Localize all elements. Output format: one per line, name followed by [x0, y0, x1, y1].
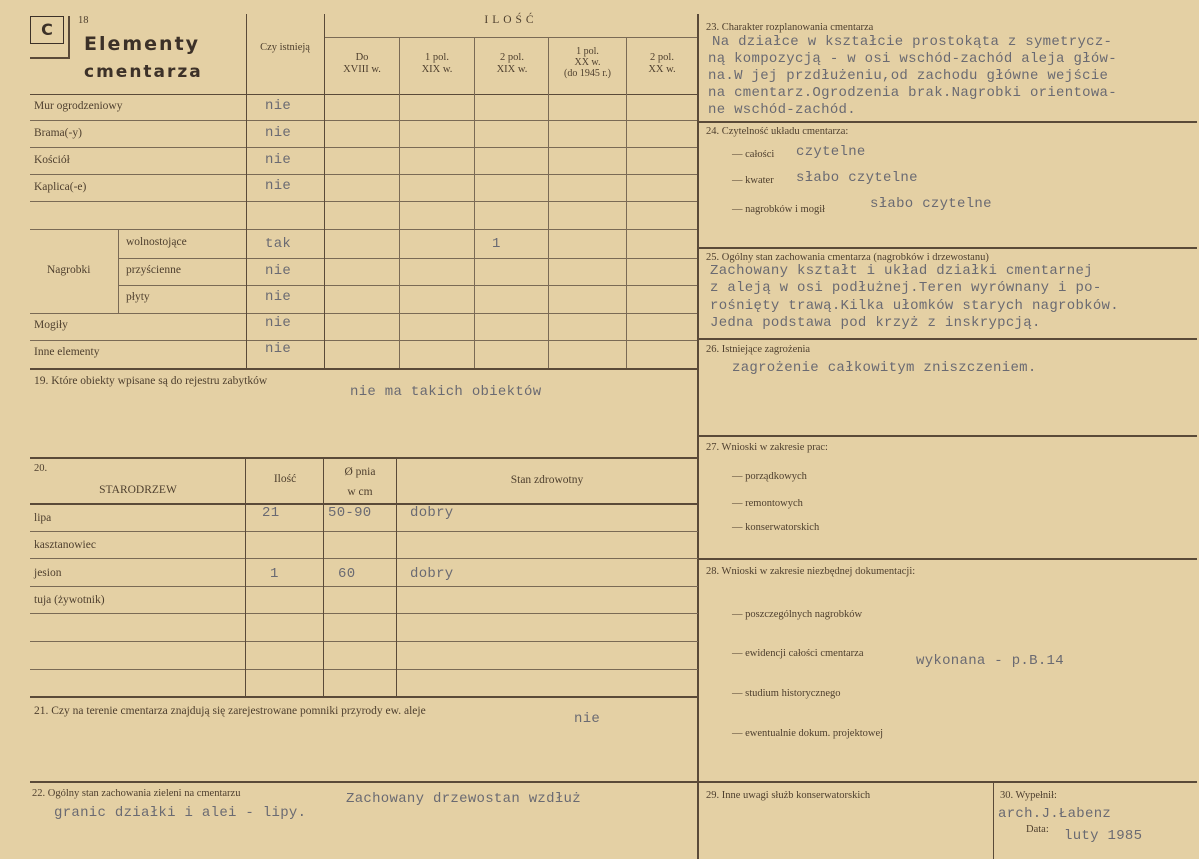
period-header-3: 1 pol. XX w. (do 1945 r.)	[564, 46, 611, 79]
rule	[399, 37, 400, 368]
q21-label: 21. Czy na terenie cmentarza znajdują się zarejestrowane pomniki przyrody ew. aleje	[34, 705, 426, 717]
q20-row-qty-2: 1	[270, 566, 279, 582]
rule	[30, 229, 698, 230]
q27-item-2: — konserwatorskich	[732, 522, 819, 533]
exists-wolnostojace: tak	[265, 236, 292, 252]
q19-answer: nie ma takich obiektów	[350, 384, 542, 400]
rule	[30, 94, 698, 95]
qty-header: ILOŚĆ	[484, 14, 538, 26]
section-number: 18	[78, 15, 89, 26]
row-label-nagrobki: Nagrobki	[47, 264, 91, 276]
row-label-kaplica: Kaplica(-e)	[34, 181, 87, 193]
exists-inne: nie	[265, 341, 292, 357]
rule	[325, 37, 697, 38]
rule	[30, 313, 698, 314]
q23-line-3: na cmentarz.Ogrodzenia brak.Nagrobki orientowa-	[708, 85, 1117, 101]
q20-row-qty-0: 21	[262, 505, 280, 521]
q20-title: STARODRZEW	[99, 484, 177, 496]
rule	[474, 37, 475, 368]
q20-row-health-2: dobry	[410, 566, 454, 582]
q24-item-value-0: czytelne	[796, 144, 866, 160]
q20-row-diam-2: 60	[338, 566, 356, 582]
q22-answer-line1: Zachowany drzewostan wzdłuż	[346, 791, 581, 807]
q24-item-label-2: — nagrobków i mogił	[732, 204, 825, 215]
q23-label: 23. Charakter rozplanowania cmentarza	[706, 22, 874, 33]
q21-answer: nie	[574, 711, 601, 727]
q24-item-value-2: słabo czytelne	[870, 196, 992, 212]
rule	[698, 558, 1197, 560]
q20-col-qty: Ilość	[273, 473, 297, 485]
rule	[993, 782, 994, 859]
rule	[324, 14, 325, 368]
q23-line-0: Na działce w kształcie prostokąta z symetrycz-	[712, 34, 1113, 50]
q27-item-1: — remontowych	[732, 498, 803, 509]
exists-przyscienne: nie	[265, 263, 292, 279]
rule	[30, 531, 698, 532]
q23-line-4: ne wschód-zachód.	[708, 102, 856, 118]
rule	[30, 147, 698, 148]
rule	[118, 258, 698, 259]
q30-label: 30. Wypełnił:	[1000, 790, 1057, 801]
rule	[245, 457, 246, 697]
q26-label: 26. Istniejące zagrożenia	[706, 344, 811, 355]
q24-label: 24. Czytelność układu cmentarza:	[706, 126, 849, 137]
rule	[30, 641, 698, 642]
row-label-mogily: Mogiły	[34, 319, 68, 331]
q23-line-2: na.W jej przdłużeniu,od zachodu główne wejście	[708, 68, 1109, 84]
q22-label: 22. Ogólny stan zachowania zieleni na cmentarzu	[32, 788, 241, 799]
rule	[30, 586, 698, 587]
exists-kaplica: nie	[265, 178, 292, 194]
row-label-wolnostojace: wolnostojące	[126, 236, 187, 248]
period-header-2: 2 pol. XIX w.	[496, 52, 528, 75]
section-title-line2: cmentarza	[84, 62, 203, 82]
q20-row-diam-0: 50-90	[328, 505, 372, 521]
rule	[30, 781, 698, 783]
rule	[118, 285, 698, 286]
period-header-4: 2 pol. XX w.	[648, 52, 676, 75]
q26-answer: zagrożenie całkowitym zniszczeniem.	[732, 360, 1037, 376]
q20-row-name-2: jesion	[34, 567, 62, 579]
rule	[118, 229, 119, 313]
q27-item-0: — porządkowych	[732, 471, 807, 482]
q20-row-name-3: tuja (żywotnik)	[34, 594, 105, 606]
row-label-brama: Brama(-y)	[34, 127, 82, 139]
q30-filled-by: arch.J.Łabenz	[998, 806, 1112, 822]
q20-row-name-1: kasztanowiec	[34, 539, 96, 551]
title-underline	[30, 57, 70, 59]
q25-label: 25. Ogólny stan zachowania cmentarza (nagrobków i drzewostanu)	[706, 252, 989, 263]
q24-item-value-1: słabo czytelne	[796, 170, 918, 186]
exists-brama: nie	[265, 125, 292, 141]
q30-date-label: Data:	[1026, 824, 1049, 835]
q28-item-label-2: — studium historycznego	[732, 688, 841, 699]
row-label-plyty: płyty	[126, 291, 150, 303]
rule	[30, 174, 698, 175]
col-exists-header: Czy istnieją	[260, 42, 310, 53]
rule	[30, 558, 698, 559]
q24-item-label-0: — całości	[732, 149, 774, 160]
rule	[30, 201, 698, 202]
q24-item-label-1: — kwater	[732, 175, 774, 186]
rule	[698, 435, 1197, 437]
row-label-kosciol: Kościół	[34, 154, 70, 166]
rule	[30, 340, 698, 341]
exists-kosciol: nie	[265, 152, 292, 168]
rule	[30, 613, 698, 614]
q27-label: 27. Wnioski w zakresie prac:	[706, 442, 828, 453]
rule	[698, 247, 1197, 249]
q22-answer-line2: granic działki i alei - lipy.	[54, 805, 307, 821]
q20-col-diam: Ø pnia w cm	[344, 466, 376, 498]
section-title-line1: Elementy	[84, 33, 201, 55]
rule	[30, 669, 698, 670]
rule	[548, 37, 549, 368]
q23-line-1: ną kompozycją - w osi wschód-zachód aleja głów-	[708, 51, 1117, 67]
q20-row-health-0: dobry	[410, 505, 454, 521]
q28-item-label-0: — poszczególnych nagrobków	[732, 609, 862, 620]
row-label-mur: Mur ogrodzeniowy	[34, 100, 123, 112]
q25-line-1: z aleją w osi podłużnej.Teren wyrównany i po-	[710, 280, 1102, 296]
q20-col-health: Stan zdrowotny	[510, 474, 584, 486]
q25-line-3: Jedna podstawa pod krzyż z inskrypcją.	[710, 315, 1041, 331]
q20-number: 20.	[34, 463, 48, 474]
rule	[246, 14, 247, 368]
rule	[30, 696, 698, 698]
q19-label: 19. Które obiekty wpisane są do rejestru zabytków	[34, 375, 268, 387]
card-letter-box: C	[30, 16, 64, 44]
q28-item-value-1: wykonana - p.B.14	[916, 653, 1064, 669]
row-label-przyscienne: przyścienne	[126, 264, 181, 276]
q29-label: 29. Inne uwagi służb konserwatorskich	[706, 790, 871, 801]
rule	[30, 368, 698, 370]
rule	[698, 121, 1197, 123]
rule	[626, 37, 627, 368]
period-header-1: 1 pol. XIX w.	[421, 52, 453, 75]
exists-mogily: nie	[265, 315, 292, 331]
period-header-0: Do XVIII w.	[343, 52, 381, 75]
rule	[30, 120, 698, 121]
q28-label: 28. Wnioski w zakresie niezbędnej dokumentacji:	[706, 566, 916, 577]
rule	[396, 457, 397, 697]
rule	[30, 457, 698, 459]
rule	[698, 338, 1197, 340]
exists-mur: nie	[265, 98, 292, 114]
title-divider	[68, 16, 70, 58]
q25-line-0: Zachowany kształt i układ działki cmentarnej	[710, 263, 1093, 279]
qty-wolnostojace-2pol-xix: 1	[492, 236, 501, 252]
rule	[698, 781, 1197, 783]
q25-line-2: rośnięty trawą.Kilka ułomków starych nagrobków.	[710, 298, 1119, 314]
q28-item-label-3: — ewentualnie dokum. projektowej	[732, 728, 883, 739]
q28-item-label-1: — ewidencji całości cmentarza	[732, 648, 863, 659]
exists-plyty: nie	[265, 289, 292, 305]
q30-date: luty 1985	[1064, 828, 1143, 844]
row-label-inne: Inne elementy	[34, 346, 100, 358]
rule	[323, 457, 324, 697]
q20-row-name-0: lipa	[34, 512, 52, 524]
